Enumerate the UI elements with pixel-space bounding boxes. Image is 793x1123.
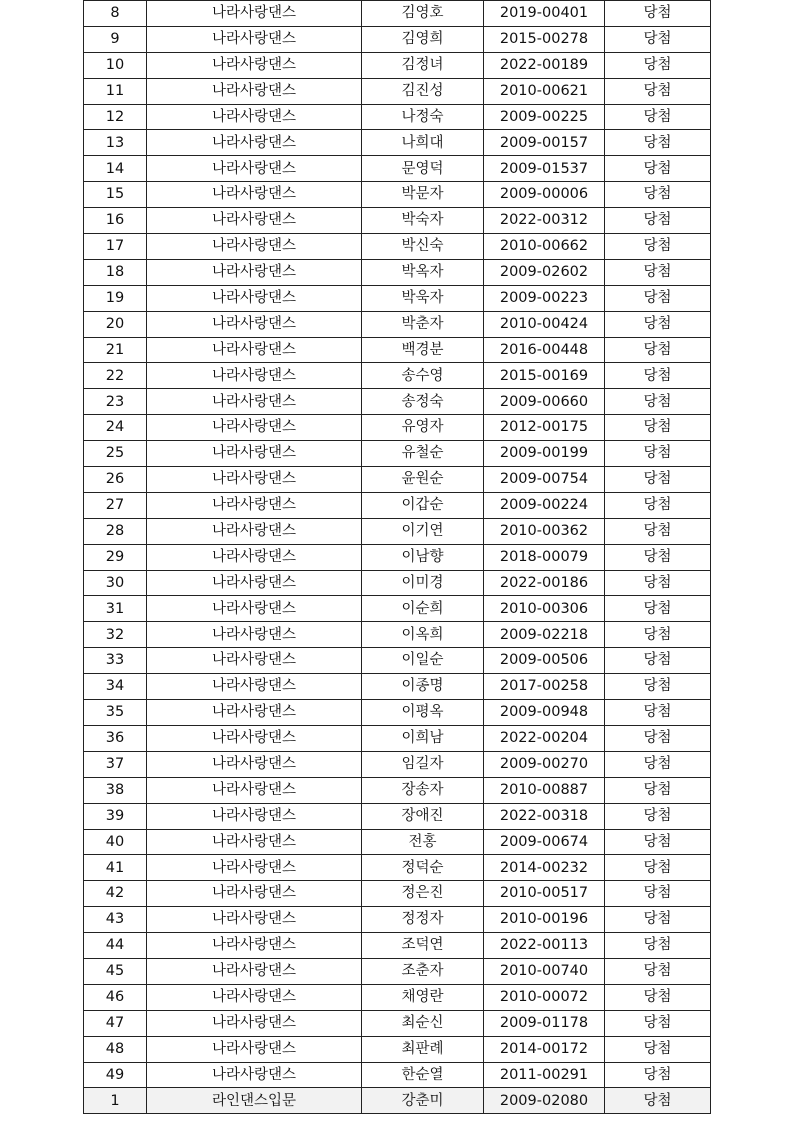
table-row xyxy=(84,389,711,415)
registration-number-cell: 2018-00079 xyxy=(484,544,605,570)
row-number-cell: 16 xyxy=(84,208,147,234)
row-number-cell: 32 xyxy=(84,622,147,648)
row-number-cell: 12 xyxy=(84,104,147,130)
draw-result-cell: 당첨 xyxy=(605,674,711,700)
member-name-cell: 이갑순 xyxy=(362,492,484,518)
draw-result-cell: 당첨 xyxy=(605,26,711,52)
registration-number-cell: 2009-00270 xyxy=(484,751,605,777)
member-name-cell: 유영자 xyxy=(362,415,484,441)
registration-number-cell: 2015-00278 xyxy=(484,26,605,52)
class-name-cell: 라인댄스입문 xyxy=(147,1088,362,1114)
row-number-cell: 29 xyxy=(84,544,147,570)
row-number-cell: 13 xyxy=(84,130,147,156)
member-name-cell: 강춘미 xyxy=(362,1088,484,1114)
class-name-cell: 나라사랑댄스 xyxy=(147,777,362,803)
table-row xyxy=(84,855,711,881)
table-row xyxy=(84,1088,711,1114)
member-name-cell: 박신숙 xyxy=(362,234,484,260)
row-number-cell: 33 xyxy=(84,648,147,674)
table-row xyxy=(84,544,711,570)
row-number-cell: 36 xyxy=(84,725,147,751)
member-name-cell: 전홍 xyxy=(362,829,484,855)
member-name-cell: 정덕순 xyxy=(362,855,484,881)
registration-number-cell: 2014-00172 xyxy=(484,1036,605,1062)
draw-result-cell: 당첨 xyxy=(605,622,711,648)
member-name-cell: 이평옥 xyxy=(362,700,484,726)
registration-number-cell: 2009-00157 xyxy=(484,130,605,156)
draw-result-cell: 당첨 xyxy=(605,259,711,285)
row-number-cell: 47 xyxy=(84,1010,147,1036)
registration-number-cell: 2010-00362 xyxy=(484,518,605,544)
class-name-cell: 나라사랑댄스 xyxy=(147,1062,362,1088)
member-name-cell: 문영덕 xyxy=(362,156,484,182)
class-name-cell: 나라사랑댄스 xyxy=(147,907,362,933)
registration-number-cell: 2009-00223 xyxy=(484,285,605,311)
member-name-cell: 이옥희 xyxy=(362,622,484,648)
table-row xyxy=(84,492,711,518)
registration-number-cell: 2022-00312 xyxy=(484,208,605,234)
table-row xyxy=(84,182,711,208)
registration-number-cell: 2016-00448 xyxy=(484,337,605,363)
member-name-cell: 김정녀 xyxy=(362,52,484,78)
registration-number-cell: 2010-00196 xyxy=(484,907,605,933)
draw-result-cell: 당첨 xyxy=(605,285,711,311)
row-number-cell: 40 xyxy=(84,829,147,855)
class-name-cell: 나라사랑댄스 xyxy=(147,984,362,1010)
draw-result-cell: 당첨 xyxy=(605,234,711,260)
table-row xyxy=(84,52,711,78)
table-row xyxy=(84,1,711,27)
registration-number-cell: 2009-00660 xyxy=(484,389,605,415)
member-name-cell: 채영란 xyxy=(362,984,484,1010)
member-name-cell: 유철순 xyxy=(362,441,484,467)
registration-number-cell: 2010-00740 xyxy=(484,958,605,984)
table-row xyxy=(84,415,711,441)
row-number-cell: 11 xyxy=(84,78,147,104)
row-number-cell: 48 xyxy=(84,1036,147,1062)
draw-result-cell: 당첨 xyxy=(605,829,711,855)
row-number-cell: 26 xyxy=(84,467,147,493)
row-number-cell: 37 xyxy=(84,751,147,777)
table-row xyxy=(84,596,711,622)
table-row xyxy=(84,285,711,311)
draw-result-cell: 당첨 xyxy=(605,182,711,208)
row-number-cell: 19 xyxy=(84,285,147,311)
row-number-cell: 39 xyxy=(84,803,147,829)
member-name-cell: 정은진 xyxy=(362,881,484,907)
table-row xyxy=(84,156,711,182)
draw-result-cell: 당첨 xyxy=(605,907,711,933)
registration-number-cell: 2009-00506 xyxy=(484,648,605,674)
class-name-cell: 나라사랑댄스 xyxy=(147,829,362,855)
class-name-cell: 나라사랑댄스 xyxy=(147,596,362,622)
registration-number-cell: 2010-00887 xyxy=(484,777,605,803)
row-number-cell: 43 xyxy=(84,907,147,933)
registration-number-cell: 2009-02080 xyxy=(484,1088,605,1114)
table-row xyxy=(84,311,711,337)
draw-result-cell: 당첨 xyxy=(605,311,711,337)
draw-result-cell: 당첨 xyxy=(605,156,711,182)
row-number-cell: 14 xyxy=(84,156,147,182)
class-name-cell: 나라사랑댄스 xyxy=(147,441,362,467)
registration-number-cell: 2015-00169 xyxy=(484,363,605,389)
class-name-cell: 나라사랑댄스 xyxy=(147,415,362,441)
class-name-cell: 나라사랑댄스 xyxy=(147,622,362,648)
table-row xyxy=(84,751,711,777)
row-number-cell: 18 xyxy=(84,259,147,285)
registration-number-cell: 2019-00401 xyxy=(484,1,605,27)
row-number-cell: 15 xyxy=(84,182,147,208)
draw-result-cell: 당첨 xyxy=(605,1010,711,1036)
table-row xyxy=(84,130,711,156)
table-row xyxy=(84,622,711,648)
draw-result-cell: 당첨 xyxy=(605,777,711,803)
table-row xyxy=(84,26,711,52)
row-number-cell: 8 xyxy=(84,1,147,27)
table-row xyxy=(84,234,711,260)
row-number-cell: 45 xyxy=(84,958,147,984)
member-name-cell: 김영호 xyxy=(362,1,484,27)
class-name-cell: 나라사랑댄스 xyxy=(147,855,362,881)
member-name-cell: 박춘자 xyxy=(362,311,484,337)
table-row xyxy=(84,881,711,907)
row-number-cell: 24 xyxy=(84,415,147,441)
member-name-cell: 이기연 xyxy=(362,518,484,544)
table-row xyxy=(84,337,711,363)
row-number-cell: 28 xyxy=(84,518,147,544)
registration-number-cell: 2022-00186 xyxy=(484,570,605,596)
registration-number-cell: 2009-00225 xyxy=(484,104,605,130)
registration-number-cell: 2009-00224 xyxy=(484,492,605,518)
row-number-cell: 21 xyxy=(84,337,147,363)
member-name-cell: 나희대 xyxy=(362,130,484,156)
member-name-cell: 이남향 xyxy=(362,544,484,570)
class-name-cell: 나라사랑댄스 xyxy=(147,311,362,337)
member-name-cell: 백경분 xyxy=(362,337,484,363)
row-number-cell: 27 xyxy=(84,492,147,518)
registration-number-cell: 2022-00204 xyxy=(484,725,605,751)
table-row xyxy=(84,648,711,674)
member-name-cell: 이미경 xyxy=(362,570,484,596)
row-number-cell: 17 xyxy=(84,234,147,260)
class-name-cell: 나라사랑댄스 xyxy=(147,1,362,27)
class-name-cell: 나라사랑댄스 xyxy=(147,234,362,260)
lottery-result-table xyxy=(83,0,711,1114)
class-name-cell: 나라사랑댄스 xyxy=(147,182,362,208)
table-row xyxy=(84,1062,711,1088)
class-name-cell: 나라사랑댄스 xyxy=(147,518,362,544)
table-row xyxy=(84,984,711,1010)
registration-number-cell: 2017-00258 xyxy=(484,674,605,700)
table-row xyxy=(84,518,711,544)
class-name-cell: 나라사랑댄스 xyxy=(147,208,362,234)
member-name-cell: 장애진 xyxy=(362,803,484,829)
table-row xyxy=(84,803,711,829)
member-name-cell: 정정자 xyxy=(362,907,484,933)
row-number-cell: 42 xyxy=(84,881,147,907)
row-number-cell: 35 xyxy=(84,700,147,726)
member-name-cell: 박욱자 xyxy=(362,285,484,311)
table-row xyxy=(84,1010,711,1036)
draw-result-cell: 당첨 xyxy=(605,337,711,363)
class-name-cell: 나라사랑댄스 xyxy=(147,130,362,156)
registration-number-cell: 2009-00754 xyxy=(484,467,605,493)
draw-result-cell: 당첨 xyxy=(605,78,711,104)
class-name-cell: 나라사랑댄스 xyxy=(147,544,362,570)
member-name-cell: 박문자 xyxy=(362,182,484,208)
registration-number-cell: 2009-00199 xyxy=(484,441,605,467)
class-name-cell: 나라사랑댄스 xyxy=(147,259,362,285)
draw-result-cell: 당첨 xyxy=(605,881,711,907)
member-name-cell: 박숙자 xyxy=(362,208,484,234)
class-name-cell: 나라사랑댄스 xyxy=(147,104,362,130)
class-name-cell: 나라사랑댄스 xyxy=(147,751,362,777)
draw-result-cell: 당첨 xyxy=(605,104,711,130)
table-row xyxy=(84,259,711,285)
member-name-cell: 최순신 xyxy=(362,1010,484,1036)
draw-result-cell: 당첨 xyxy=(605,363,711,389)
table-row xyxy=(84,1036,711,1062)
draw-result-cell: 당첨 xyxy=(605,492,711,518)
draw-result-cell: 당첨 xyxy=(605,803,711,829)
draw-result-cell: 당첨 xyxy=(605,1088,711,1114)
row-number-cell: 25 xyxy=(84,441,147,467)
row-number-cell: 20 xyxy=(84,311,147,337)
class-name-cell: 나라사랑댄스 xyxy=(147,1010,362,1036)
class-name-cell: 나라사랑댄스 xyxy=(147,648,362,674)
registration-number-cell: 2009-01178 xyxy=(484,1010,605,1036)
row-number-cell: 23 xyxy=(84,389,147,415)
registration-number-cell: 2010-00306 xyxy=(484,596,605,622)
draw-result-cell: 당첨 xyxy=(605,208,711,234)
registration-number-cell: 2022-00318 xyxy=(484,803,605,829)
draw-result-cell: 당첨 xyxy=(605,1,711,27)
draw-result-cell: 당첨 xyxy=(605,933,711,959)
registration-number-cell: 2009-02602 xyxy=(484,259,605,285)
row-number-cell: 22 xyxy=(84,363,147,389)
row-number-cell: 34 xyxy=(84,674,147,700)
draw-result-cell: 당첨 xyxy=(605,596,711,622)
class-name-cell: 나라사랑댄스 xyxy=(147,492,362,518)
class-name-cell: 나라사랑댄스 xyxy=(147,933,362,959)
table-row xyxy=(84,933,711,959)
table-row xyxy=(84,363,711,389)
row-number-cell: 31 xyxy=(84,596,147,622)
registration-number-cell: 2009-00674 xyxy=(484,829,605,855)
class-name-cell: 나라사랑댄스 xyxy=(147,389,362,415)
table-row xyxy=(84,725,711,751)
member-name-cell: 김진성 xyxy=(362,78,484,104)
row-number-cell: 49 xyxy=(84,1062,147,1088)
table-row xyxy=(84,907,711,933)
class-name-cell: 나라사랑댄스 xyxy=(147,363,362,389)
draw-result-cell: 당첨 xyxy=(605,700,711,726)
table-row xyxy=(84,78,711,104)
member-name-cell: 나정숙 xyxy=(362,104,484,130)
table-row xyxy=(84,777,711,803)
draw-result-cell: 당첨 xyxy=(605,570,711,596)
row-number-cell: 10 xyxy=(84,52,147,78)
table-row xyxy=(84,829,711,855)
member-name-cell: 조춘자 xyxy=(362,958,484,984)
table-row xyxy=(84,208,711,234)
draw-result-cell: 당첨 xyxy=(605,441,711,467)
class-name-cell: 나라사랑댄스 xyxy=(147,958,362,984)
draw-result-cell: 당첨 xyxy=(605,751,711,777)
member-name-cell: 장송자 xyxy=(362,777,484,803)
member-name-cell: 송수영 xyxy=(362,363,484,389)
draw-result-cell: 당첨 xyxy=(605,984,711,1010)
member-name-cell: 임길자 xyxy=(362,751,484,777)
row-number-cell: 38 xyxy=(84,777,147,803)
member-name-cell: 이일순 xyxy=(362,648,484,674)
registration-number-cell: 2010-00424 xyxy=(484,311,605,337)
registration-number-cell: 2011-00291 xyxy=(484,1062,605,1088)
registration-number-cell: 2009-01537 xyxy=(484,156,605,182)
draw-result-cell: 당첨 xyxy=(605,1036,711,1062)
member-name-cell: 한순열 xyxy=(362,1062,484,1088)
member-name-cell: 조덕연 xyxy=(362,933,484,959)
draw-result-cell: 당첨 xyxy=(605,518,711,544)
member-name-cell: 이순희 xyxy=(362,596,484,622)
class-name-cell: 나라사랑댄스 xyxy=(147,26,362,52)
draw-result-cell: 당첨 xyxy=(605,389,711,415)
table-row xyxy=(84,674,711,700)
draw-result-cell: 당첨 xyxy=(605,467,711,493)
table-row xyxy=(84,104,711,130)
class-name-cell: 나라사랑댄스 xyxy=(147,337,362,363)
table-row xyxy=(84,958,711,984)
draw-result-cell: 당첨 xyxy=(605,648,711,674)
draw-result-cell: 당첨 xyxy=(605,958,711,984)
class-name-cell: 나라사랑댄스 xyxy=(147,52,362,78)
class-name-cell: 나라사랑댄스 xyxy=(147,674,362,700)
registration-number-cell: 2010-00517 xyxy=(484,881,605,907)
table-row xyxy=(84,570,711,596)
class-name-cell: 나라사랑댄스 xyxy=(147,803,362,829)
registration-number-cell: 2012-00175 xyxy=(484,415,605,441)
class-name-cell: 나라사랑댄스 xyxy=(147,156,362,182)
registration-number-cell: 2010-00621 xyxy=(484,78,605,104)
registration-number-cell: 2010-00072 xyxy=(484,984,605,1010)
class-name-cell: 나라사랑댄스 xyxy=(147,1036,362,1062)
class-name-cell: 나라사랑댄스 xyxy=(147,725,362,751)
draw-result-cell: 당첨 xyxy=(605,130,711,156)
row-number-cell: 30 xyxy=(84,570,147,596)
class-name-cell: 나라사랑댄스 xyxy=(147,570,362,596)
class-name-cell: 나라사랑댄스 xyxy=(147,78,362,104)
member-name-cell: 윤원순 xyxy=(362,467,484,493)
row-number-cell: 9 xyxy=(84,26,147,52)
row-number-cell: 1 xyxy=(84,1088,147,1114)
member-name-cell: 최판례 xyxy=(362,1036,484,1062)
registration-number-cell: 2022-00189 xyxy=(484,52,605,78)
class-name-cell: 나라사랑댄스 xyxy=(147,881,362,907)
draw-result-cell: 당첨 xyxy=(605,725,711,751)
registration-number-cell: 2009-02218 xyxy=(484,622,605,648)
class-name-cell: 나라사랑댄스 xyxy=(147,467,362,493)
member-name-cell: 박옥자 xyxy=(362,259,484,285)
draw-result-cell: 당첨 xyxy=(605,415,711,441)
registration-number-cell: 2009-00006 xyxy=(484,182,605,208)
row-number-cell: 41 xyxy=(84,855,147,881)
class-name-cell: 나라사랑댄스 xyxy=(147,700,362,726)
member-name-cell: 이종명 xyxy=(362,674,484,700)
member-name-cell: 김영희 xyxy=(362,26,484,52)
draw-result-cell: 당첨 xyxy=(605,1062,711,1088)
table-row xyxy=(84,441,711,467)
member-name-cell: 송정숙 xyxy=(362,389,484,415)
row-number-cell: 44 xyxy=(84,933,147,959)
table-row xyxy=(84,467,711,493)
result-table-body xyxy=(84,1,711,1114)
member-name-cell: 이희남 xyxy=(362,725,484,751)
registration-number-cell: 2022-00113 xyxy=(484,933,605,959)
table-row xyxy=(84,700,711,726)
draw-result-cell: 당첨 xyxy=(605,544,711,570)
draw-result-cell: 당첨 xyxy=(605,855,711,881)
registration-number-cell: 2014-00232 xyxy=(484,855,605,881)
class-name-cell: 나라사랑댄스 xyxy=(147,285,362,311)
registration-number-cell: 2010-00662 xyxy=(484,234,605,260)
registration-number-cell: 2009-00948 xyxy=(484,700,605,726)
draw-result-cell: 당첨 xyxy=(605,52,711,78)
row-number-cell: 46 xyxy=(84,984,147,1010)
